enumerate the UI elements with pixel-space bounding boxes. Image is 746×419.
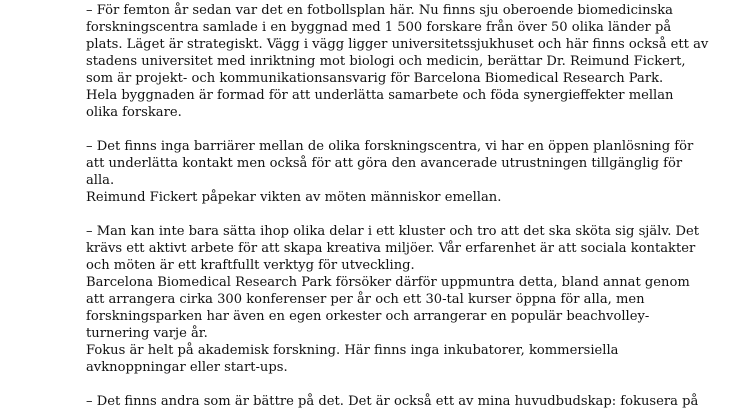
paragraph	[86, 138, 694, 206]
text-line: alla.	[86, 173, 115, 188]
text-line: Hela byggnaden är formad för att underlätta samarbete och föda synergieffekter mellan	[86, 88, 674, 103]
text-line: plats. Läget är strategiskt. Vägg i vägg ligger universitetssjukhuset och här finns också ett av	[86, 37, 709, 52]
text-line: stadens universitet med inriktning mot biologi och medicin, berättar Dr. Reimund Fickert,	[86, 54, 686, 69]
text-line: turnering varje år.	[86, 326, 208, 341]
text-line: krävs ett aktivt arbete för att skapa kreativa miljöer. Vår erfarenhet är att sociala kontakter	[86, 241, 696, 256]
text-line: forskningsparken har även en egen orkester och arrangerar en populär beachvolley-	[86, 309, 650, 324]
text-line: avknoppningar eller start-ups.	[86, 360, 288, 375]
text-line: som är projekt- och kommunikationsansvarig för Barcelona Biomedical Research Park.	[86, 71, 664, 86]
text-line: – Man kan inte bara sätta ihop olika delar i ett kluster och tro att det ska sköta sig själv. Det	[86, 224, 700, 239]
text-line: – Det finns andra som är bättre på det. Det är också ett av mina huvudbudskap: fokusera på	[86, 394, 699, 409]
text-line: och möten är ett kraftfullt verktyg för utveckling.	[86, 258, 415, 273]
text-line: forskningscentra samlade i en byggnad med 1 500 forskare från över 50 olika länder på	[86, 20, 672, 35]
text-line: Barcelona Biomedical Research Park försöker därför uppmuntra detta, bland annat genom	[86, 275, 690, 290]
text-line: Fokus är helt på akademisk forskning. Här finns inga inkubatorer, kommersiella	[86, 343, 619, 358]
text-line: olika forskare.	[86, 105, 182, 120]
paragraph	[86, 393, 699, 410]
text-line: att arrangera cirka 300 konferenser per år och ett 30-tal kurser öppna för alla, men	[86, 292, 645, 307]
paragraph	[86, 2, 709, 121]
text-line: – Det finns inga barriärer mellan de olika forskningscentra, vi har en öppen planlösning för	[86, 139, 694, 154]
text-line: att underlätta kontakt men också för att göra den avancerade utrustningen tillgänglig för	[86, 156, 683, 171]
paragraph	[86, 223, 700, 376]
text-line: – För femton år sedan var det en fotbollsplan här. Nu finns sju oberoende biomedicinska	[86, 3, 673, 18]
article-body	[86, 2, 709, 419]
text-line: Reimund Fickert påpekar vikten av möten människor emellan.	[86, 190, 502, 205]
